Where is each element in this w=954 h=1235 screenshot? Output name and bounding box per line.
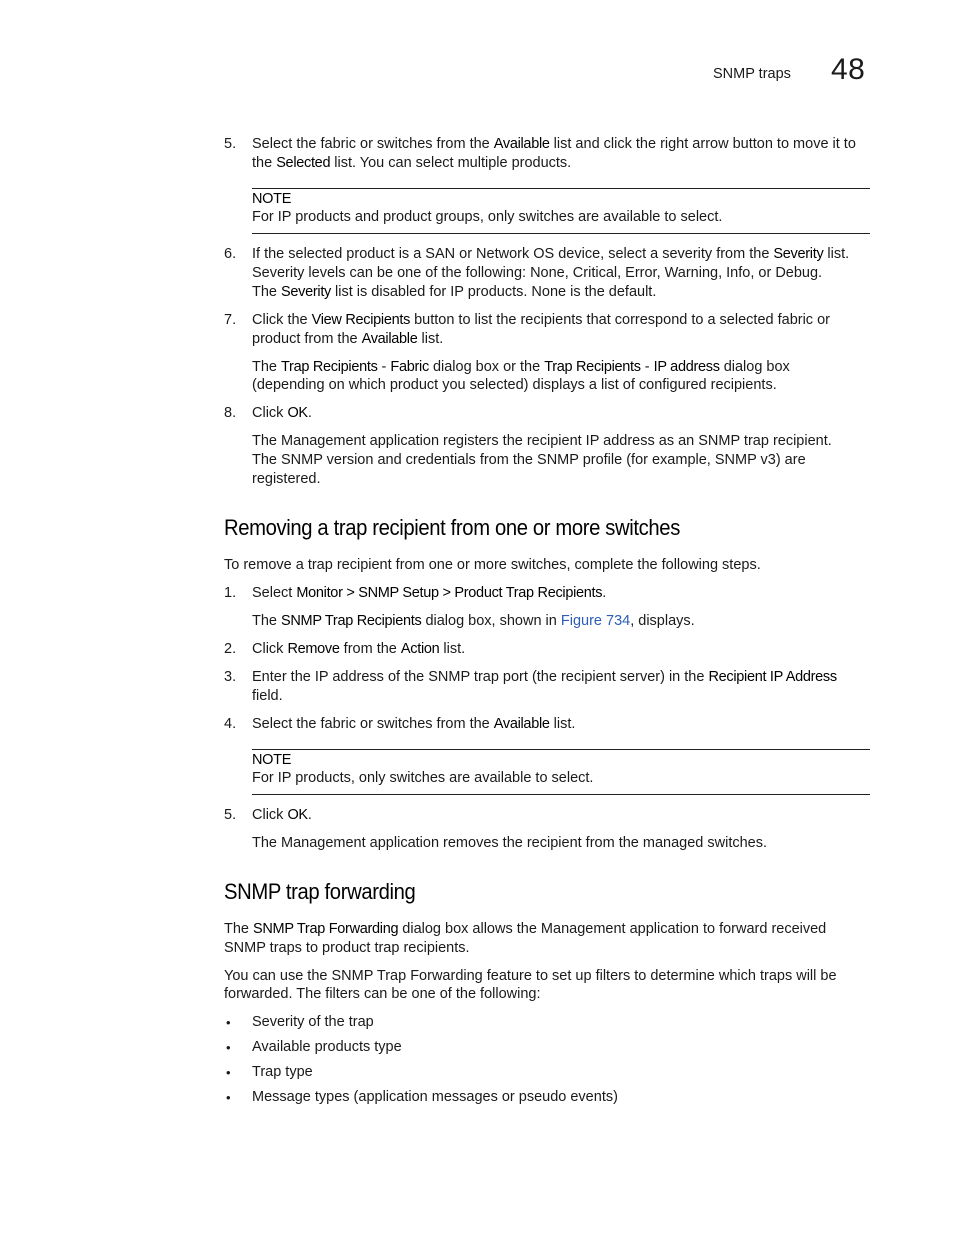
step-text: Click OK. <box>252 807 312 823</box>
list-item: Trap type <box>252 1064 313 1080</box>
list-item: Available products type <box>252 1039 402 1055</box>
step-number: 3. <box>224 669 237 685</box>
step-number: 7. <box>224 312 237 328</box>
step-number: 4. <box>224 716 237 732</box>
paragraph: You can use the SNMP Trap Forwarding feature to set up filters to determine which traps will be <box>224 968 837 984</box>
step-text: If the selected product is a SAN or Network OS device, select a severity from the Severity list. <box>252 246 850 262</box>
step-result: The SNMP version and credentials from the SNMP profile (for example, SNMP v3) are <box>252 452 806 468</box>
paragraph: The SNMP Trap Forwarding dialog box allows the Management application to forward received <box>224 921 827 937</box>
step-text: Select the fabric or switches from the Available list. <box>252 716 576 732</box>
figure-link[interactable]: Figure 734 <box>560 613 631 629</box>
step-number: 2. <box>224 641 237 657</box>
chapter-number: 48 <box>831 53 866 86</box>
step-text: Select the fabric or switches from the Available list and click the right arrow button to move it to <box>252 136 856 152</box>
note-text: For IP products, only switches are available to select. <box>252 770 594 786</box>
note-rule-bottom <box>252 233 870 234</box>
note-heading: NOTE <box>252 752 292 768</box>
step-result: (depending on which product you selected) displays a list of configured recipients. <box>252 377 777 393</box>
step-number: 8. <box>224 405 237 421</box>
note-rule-top <box>252 749 870 750</box>
step-text: Enter the IP address of the SNMP trap port (the recipient server) in the Recipient IP Address <box>252 669 837 685</box>
step-number: 5. <box>224 136 237 152</box>
step-result: registered. <box>252 471 321 487</box>
bullet-icon: • <box>226 1040 231 1055</box>
section-intro: To remove a trap recipient from one or more switches, complete the following steps. <box>224 557 761 573</box>
step-result: The Management application registers the recipient IP address as an SNMP trap recipient. <box>252 433 832 449</box>
paragraph: SNMP traps to product trap recipients. <box>224 940 470 956</box>
step-number: 5. <box>224 807 237 823</box>
note-rule-bottom <box>252 794 870 795</box>
note-rule-top <box>252 188 870 189</box>
paragraph: forwarded. The filters can be one of the following: <box>224 986 541 1002</box>
step-text: The Severity list is disabled for IP products. None is the default. <box>252 284 657 300</box>
step-text: Severity levels can be one of the following: None, Critical, Error, Warning, Info, or Debug. <box>252 265 823 281</box>
note-text: For IP products and product groups, only switches are available to select. <box>252 209 723 225</box>
section-heading: SNMP trap forwarding <box>224 879 416 904</box>
bullet-icon: • <box>226 1090 231 1105</box>
section-heading: Removing a trap recipient from one or more switches <box>224 515 680 540</box>
step-number: 1. <box>224 585 237 601</box>
step-text: the Selected list. You can select multiple products. <box>252 155 572 171</box>
step-text: Select Monitor > SNMP Setup > Product Trap Recipients. <box>252 585 607 601</box>
note-heading: NOTE <box>252 191 292 207</box>
step-text: Click OK. <box>252 405 312 421</box>
step-text: Click Remove from the Action list. <box>252 641 466 657</box>
step-result: The SNMP Trap Recipients dialog box, shown in Figure 734, displays. <box>252 613 695 629</box>
step-result: The Management application removes the recipient from the managed switches. <box>252 835 768 851</box>
step-result: The Trap Recipients - Fabric dialog box or the Trap Recipients - IP address dialog box <box>252 359 790 375</box>
list-item: Severity of the trap <box>252 1014 374 1030</box>
step-text: field. <box>252 688 283 704</box>
step-text: product from the Available list. <box>252 331 444 347</box>
bullet-icon: • <box>226 1015 231 1030</box>
step-text: Click the View Recipients button to list the recipients that correspond to a selected fabric or <box>252 312 830 328</box>
running-header-title: SNMP traps <box>713 66 791 82</box>
list-item: Message types (application messages or pseudo events) <box>252 1089 618 1105</box>
step-number: 6. <box>224 246 237 262</box>
bullet-icon: • <box>226 1065 231 1080</box>
